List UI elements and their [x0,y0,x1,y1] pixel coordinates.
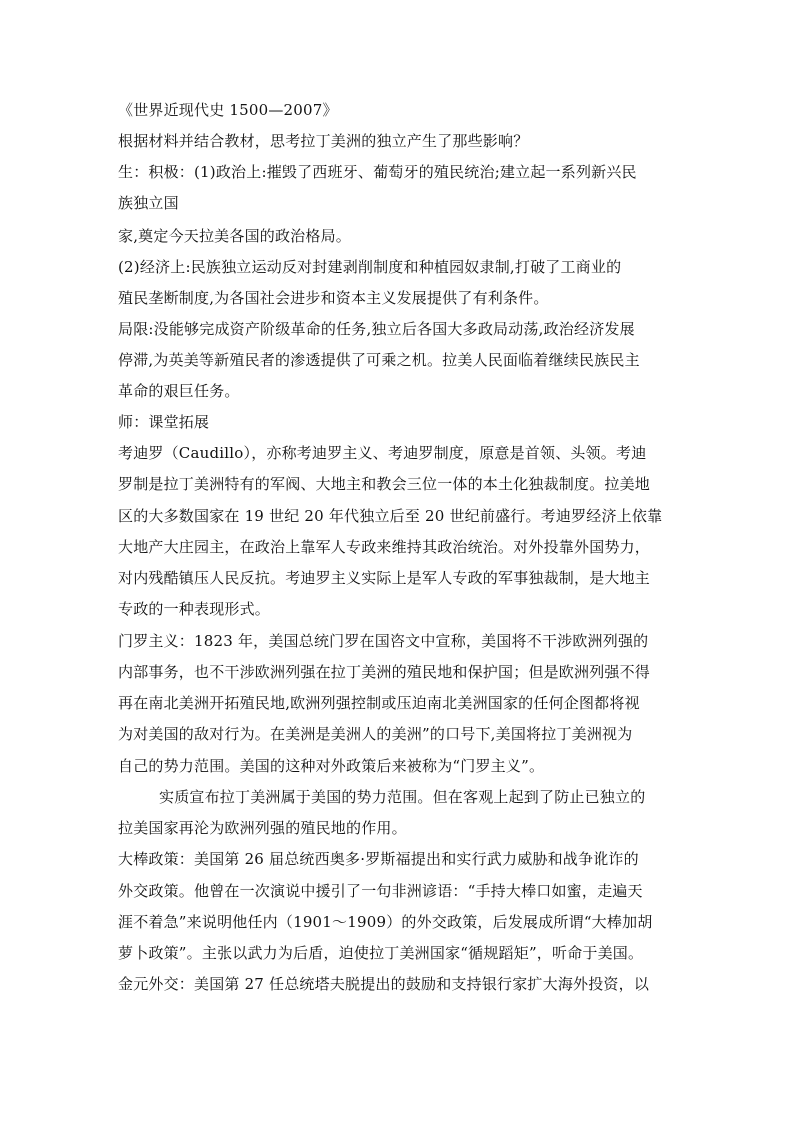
text-line: 金元外交：美国第 27 任总统塔夫脱提出的鼓励和支持银行家扩大海外投资，以 [118,975,650,993]
text-line: 族独立国 [118,194,179,212]
text-line: 生：积极：(1)政治上:摧毁了西班牙、葡萄牙的殖民统治;建立起一系列新兴民 [118,163,637,181]
text-line: 罗制是拉丁美洲特有的军阀、大地主和教会三位一体的本土化独裁制度。拉美地 [118,475,651,493]
text-line: 大地产大庄园主，在政治上靠军人专政来维持其政治统治。对外投靠外国势力， [118,538,651,556]
text-line: 停滞,为英美等新殖民者的渗透提供了可乘之机。拉美人民面临着继续民族民主 [118,351,640,369]
text-line-teacher: 师：课堂拓展 [118,413,210,431]
text-line: 外交政策。他曾在一次演说中援引了一句非洲谚语：“手持大棒口如蜜，走遍天 [118,882,643,900]
text-line: 自己的势力范围。美国的这种对外政策后来被称为“门罗主义”。 [118,757,545,775]
text-line: 考迪罗（Caudillo），亦称考迪罗主义、考迪罗制度，原意是首领、头领。考迪 [118,444,647,462]
text-line: 大棒政策：美国第 26 届总统西奥多·罗斯福提出和实行武力威胁和战争讹诈的 [118,850,639,868]
text-line: 门罗主义：1823 年，美国总统门罗在国咨文中宣称，美国将不干涉欧洲列强的 [118,632,649,650]
text-line: 区的大多数国家在 19 世纪 20 年代独立后至 20 世纪前盛行。考迪罗经济上依靠 [118,507,663,525]
text-line: 对内残酷镇压人民反抗。考迪罗主义实际上是军人专政的军事独裁制，是大地主 [118,569,651,587]
text-line: 革命的艰巨任务。 [118,382,240,400]
text-line: 拉美国家再沦为欧洲列强的殖民地的作用。 [118,819,407,837]
text-line: 家,奠定今天拉美各国的政治格局。 [118,227,351,245]
text-line-indented: 实质宣布拉丁美洲属于美国的势力范围。但在客观上起到了防止已独立的 [159,788,646,806]
text-line-question: 根据材料并结合教材，思考拉丁美洲的独立产生了那些影响？ [118,132,529,150]
text-line: 萝卜政策”。主张以武力为后盾，迫使拉丁美洲国家“循规蹈矩”，听命于美国。 [118,944,644,962]
text-line: 殖民垄断制度,为各国社会进步和资本主义发展提供了有利条件。 [118,289,549,307]
text-line: 局限:没能够完成资产阶级革命的任务,独立后各国大多政局动荡,政治经济发展 [118,320,635,338]
text-line: 专政的一种表现形式。 [118,600,271,618]
text-line: 再在南北美洲开拓殖民地,欧洲列强控制或压迫南北美洲国家的任何企图都将视 [118,694,640,712]
text-line: 内部事务，也不干涉欧洲列强在拉丁美洲的殖民地和保护国；但是欧洲列强不得 [118,663,651,681]
text-line: 为对美国的敌对行为。在美洲是美洲人的美洲”的口号下,美国将拉丁美洲视为 [118,725,633,743]
text-line: 涯不着急”来说明他任内（1901～1909）的外交政策，后发展成所谓“大棒加胡 [118,913,653,931]
text-line: (2)经济上:民族独立运动反对封建剥削制度和种植园奴隶制,打破了工商业的 [118,258,622,276]
text-line-book-title: 《世界近现代史 1500—2007》 [118,101,338,119]
